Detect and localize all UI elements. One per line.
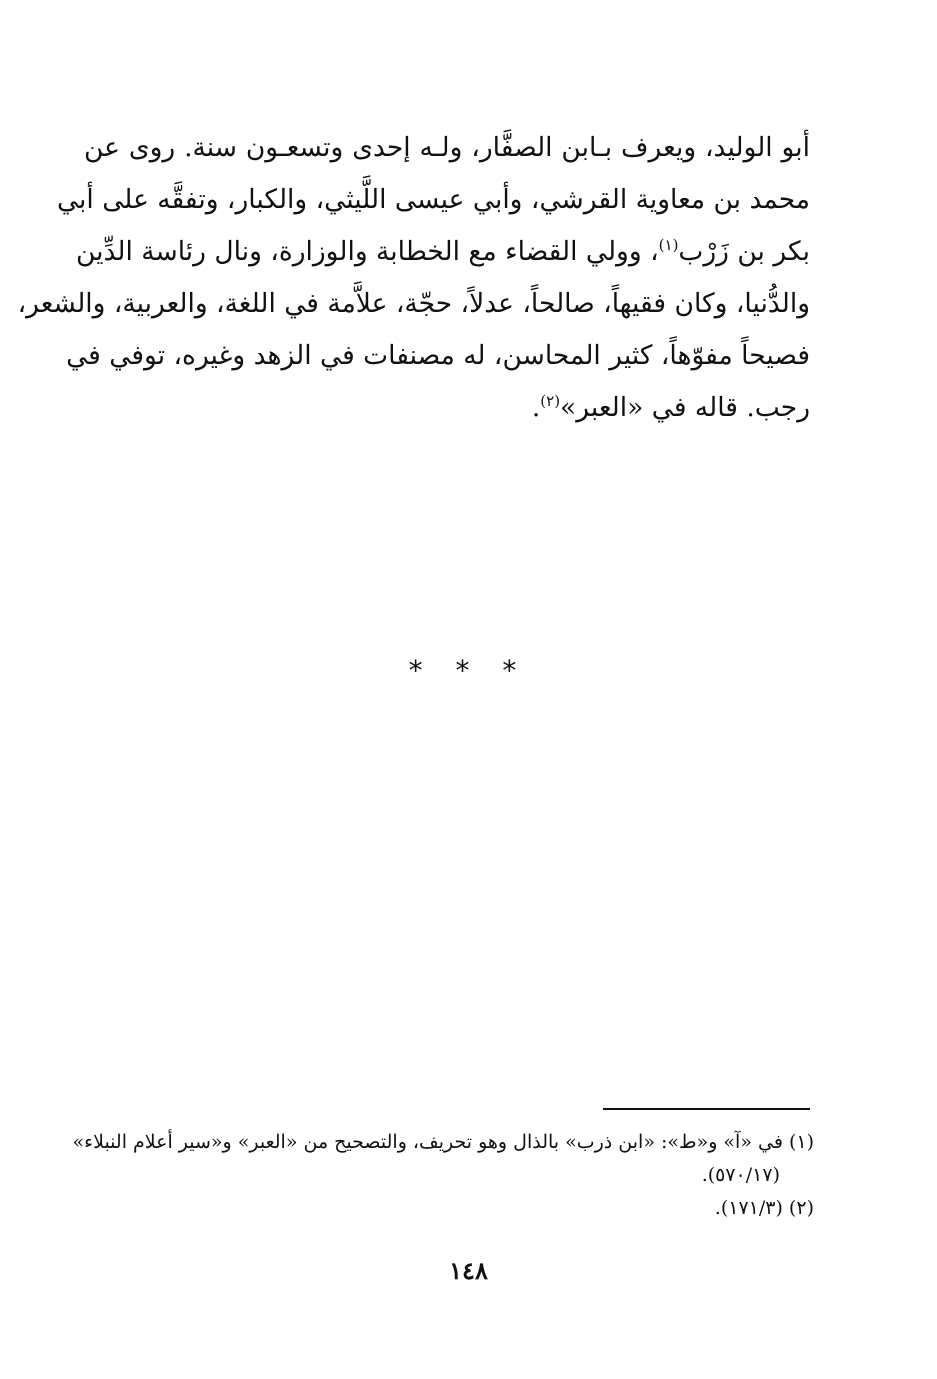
text-line-2: محمد بن معاوية القرشي، وأبي عيسى اللَّيثي، والكبار، وتفقَّه على أبي	[56, 184, 810, 215]
footnote-1-line-1: (١) في «آ» و«ط»: «ابن ذرب» بالذال وهو تحريف، والتصحيح من «العبر» و«سير أعلام النبلاء»	[72, 1131, 814, 1153]
section-separator: * * *	[408, 654, 529, 687]
text-line-6-start: رجب. قاله في «العبر»	[560, 392, 810, 423]
text-line-3	[75, 226, 810, 278]
footnote-2: (٢) (١٧١/٣).	[714, 1197, 814, 1219]
text-line-5: فصيحاً مفوّهاً، كثير المحاسن، له مصنفات في الزهد وغيره، توفي في	[66, 340, 810, 371]
text-line-4: والدُّنيا، وكان فقيهاً، صالحاً، عدلاً، حجّة، علاَّمة في اللغة، والعربية، والشعر،	[17, 288, 810, 319]
footnote-ref-1[interactable]: (١)	[658, 236, 679, 255]
footnote-divider	[603, 1108, 810, 1110]
text-line-1: أبو الوليد، ويعرف بـابن الصفَّار، ولـه إحدى وتسعـون سنة. روى عن	[84, 132, 810, 163]
text-line-6-end: .	[531, 392, 541, 423]
page-number: ١٤٨	[449, 1256, 488, 1285]
main-text	[17, 122, 810, 434]
text-line-3-start: بكر بن زَرْب	[678, 236, 810, 267]
footnotes	[72, 1126, 814, 1225]
text-line-6	[84, 382, 810, 434]
footnote-1-line-2: (٥٧٠/١٧).	[701, 1164, 780, 1186]
text-line-3-end: ، وولي القضاء مع الخطابة والوزارة، ونال رئاسة الدِّين	[75, 236, 659, 267]
footnote-ref-2[interactable]: (٢)	[540, 392, 561, 411]
